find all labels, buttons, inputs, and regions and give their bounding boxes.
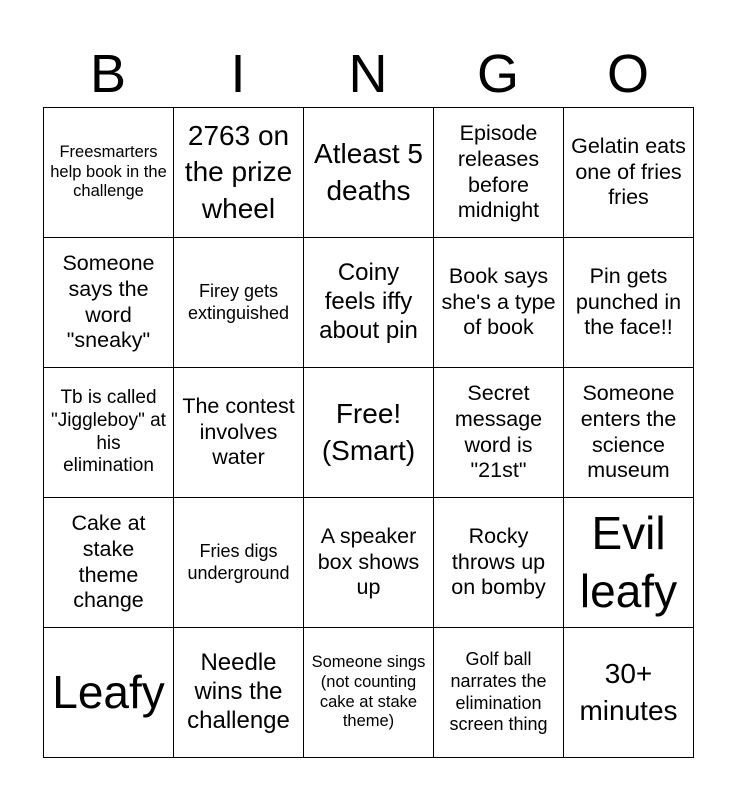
header-letter-g: G xyxy=(476,44,519,104)
bingo-cell[interactable]: A speaker box shows up xyxy=(304,498,434,628)
bingo-cell[interactable]: 2763 on the prize wheel xyxy=(174,108,304,238)
bingo-cell[interactable]: Evil leafy xyxy=(564,498,694,628)
bingo-cell[interactable]: Firey gets extinguished xyxy=(174,238,304,368)
bingo-cell[interactable]: Atleast 5 deaths xyxy=(304,108,434,238)
bingo-cell[interactable]: Leafy xyxy=(44,628,174,758)
bingo-cell[interactable]: Tb is called "Jiggleboy" at his elimination xyxy=(44,368,174,498)
board-row xyxy=(44,108,694,238)
header-letter-n: N xyxy=(348,44,388,104)
free-cell[interactable]: Free! (Smart) xyxy=(304,368,434,498)
bingo-cell[interactable]: Needle wins the challenge xyxy=(174,628,304,758)
board-row xyxy=(44,498,694,628)
bingo-cell[interactable]: Freesmarters help book in the challenge xyxy=(44,108,174,238)
bingo-cell[interactable]: 30+ minutes xyxy=(564,628,694,758)
bingo-cell[interactable]: Someone enters the science museum xyxy=(564,368,694,498)
bingo-header xyxy=(43,40,693,108)
board-row xyxy=(44,368,694,498)
bingo-cell[interactable]: Episode releases before midnight xyxy=(434,108,564,238)
bingo-cell[interactable]: Secret message word is "21st" xyxy=(434,368,564,498)
header-letter-o: O xyxy=(606,44,649,104)
bingo-board xyxy=(43,107,694,758)
bingo-cell[interactable]: Pin gets punched in the face!! xyxy=(564,238,694,368)
bingo-cell[interactable]: The contest involves water xyxy=(174,368,304,498)
bingo-cell[interactable]: Book says she's a type of book xyxy=(434,238,564,368)
bingo-cell[interactable]: Someone says the word "sneaky" xyxy=(44,238,174,368)
bingo-cell[interactable]: Fries digs underground xyxy=(174,498,304,628)
board-row xyxy=(44,238,694,368)
bingo-cell[interactable]: Golf ball narrates the elimination screen thing xyxy=(434,628,564,758)
bingo-cell[interactable]: Cake at stake theme change xyxy=(44,498,174,628)
header-letter-b: B xyxy=(89,44,127,104)
bingo-cell[interactable]: Gelatin eats one of fries fries xyxy=(564,108,694,238)
header-letter-i: I xyxy=(230,44,246,104)
bingo-cell[interactable]: Coiny feels iffy about pin xyxy=(304,238,434,368)
bingo-cell[interactable]: Rocky throws up on bomby xyxy=(434,498,564,628)
bingo-cell[interactable]: Someone sings (not counting cake at stake theme) xyxy=(304,628,434,758)
board-row xyxy=(44,628,694,758)
